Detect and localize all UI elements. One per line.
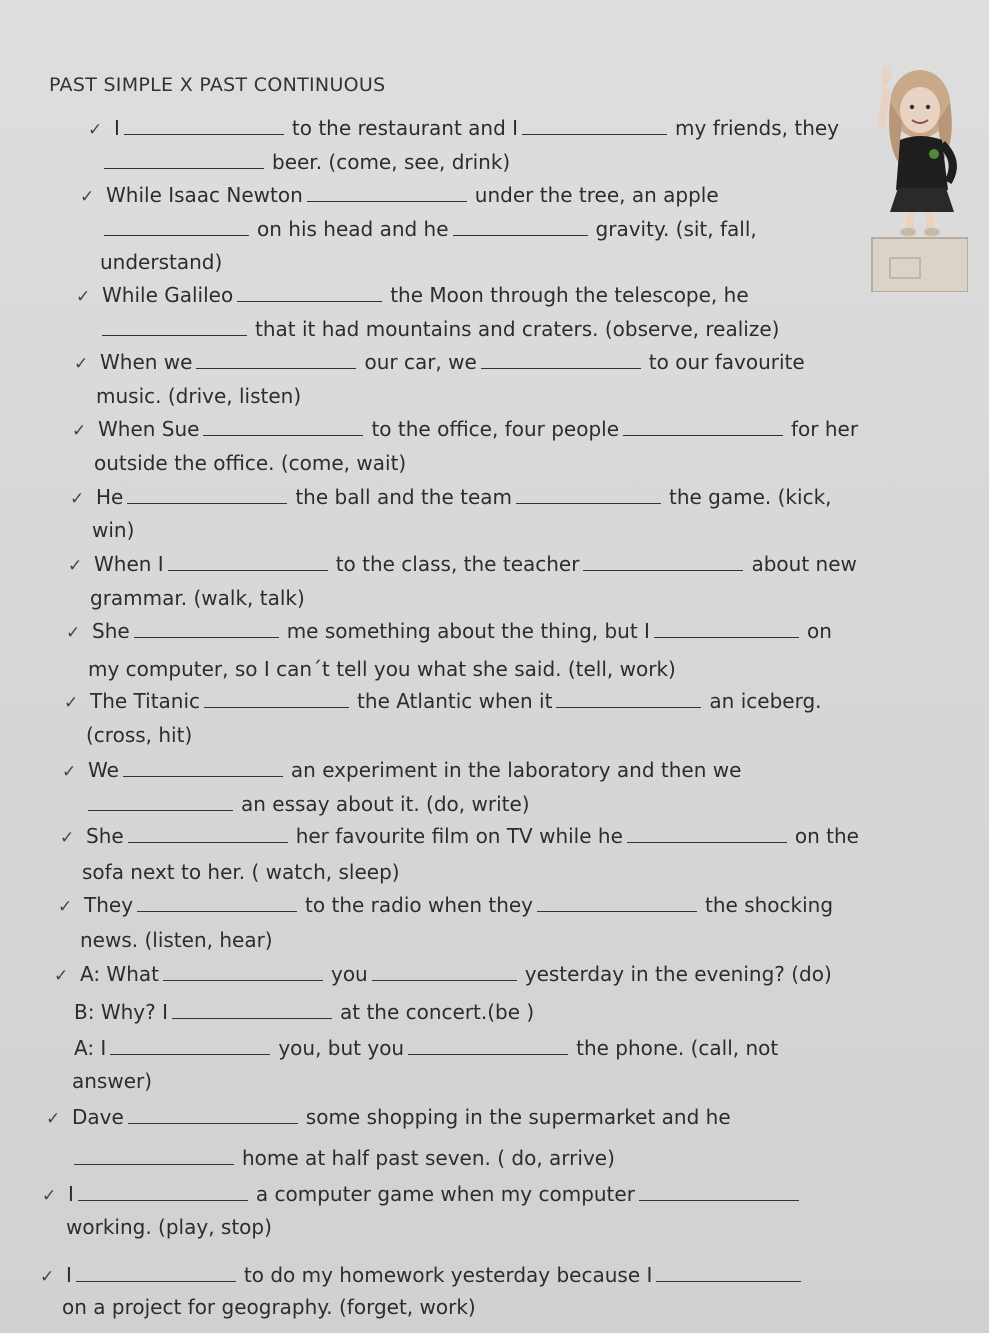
exercise-line: ✓ He the ball and the team the game. (kick, [70,484,832,512]
check-icon: ✓ [66,623,81,643]
answer-blank[interactable] [623,417,783,436]
answer-blank[interactable] [104,217,249,236]
exercise-line: B: Why? I at the concert.(be ) [74,1000,535,1024]
answer-blank[interactable] [204,689,349,708]
answer-blank[interactable] [123,758,283,777]
answer-blank[interactable] [196,350,356,369]
answer-blank[interactable] [307,183,467,202]
answer-blank[interactable] [76,1263,236,1282]
answer-blank[interactable] [656,1263,801,1282]
worksheet-title: PAST SIMPLE X PAST CONTINUOUS [49,74,386,96]
answer-blank[interactable] [372,962,517,981]
exercise-line: on his head and he gravity. (sit, fall, [100,216,757,242]
exercise-line: working. (play, stop) [66,1215,272,1239]
exercise-line: (cross, hit) [86,723,193,747]
answer-blank[interactable] [522,116,667,135]
check-icon: ✓ [74,354,89,374]
exercise-line: home at half past seven. ( do, arrive) [70,1145,615,1171]
exercise-line: ✓ We an experiment in the laboratory and then we [62,757,741,785]
exercise-line: on a project for geography. (forget, work) [62,1295,476,1319]
exercise-line: my computer, so I can´t tell you what she said. (tell, work) [88,657,676,681]
answer-blank[interactable] [124,116,284,135]
exercise-line: that it had mountains and craters. (observe, realize) [98,316,779,342]
exercise-line: ✓ I a computer game when my computer [42,1181,807,1209]
answer-blank[interactable] [104,150,264,169]
answer-blank[interactable] [537,893,697,912]
exercise-line: win) [92,518,135,542]
check-icon: ✓ [46,1109,61,1129]
exercise-line: grammar. (walk, talk) [90,586,305,610]
exercise-line: understand) [100,250,223,274]
exercise-line: ✓ A: What you yesterday in the evening? (do) [54,961,832,989]
check-icon: ✓ [62,762,77,782]
answer-blank[interactable] [453,217,588,236]
exercise-line: ✓ The Titanic the Atlantic when it an iceberg. [64,688,822,716]
exercise-line: ✓ While Isaac Newton under the tree, an apple [80,182,719,210]
answer-blank[interactable] [627,824,787,843]
answer-blank[interactable] [137,893,297,912]
exercise-line: beer. (come, see, drink) [100,149,510,175]
exercise-line: A: I you, but you the phone. (call, not [74,1036,779,1060]
answer-blank[interactable] [110,1036,270,1055]
check-icon: ✓ [60,828,75,848]
answer-blank[interactable] [134,619,279,638]
answer-blank[interactable] [74,1146,234,1165]
answer-blank[interactable] [163,962,323,981]
answer-blank[interactable] [78,1182,248,1201]
exercise-line: an essay about it. (do, write) [84,791,530,817]
exercise-line: ✓ I to do my homework yesterday because I [40,1262,809,1290]
check-icon: ✓ [54,966,69,986]
answer-blank[interactable] [127,485,287,504]
exercise-line: ✓ Dave some shopping in the supermarket and he [46,1104,731,1132]
check-icon: ✓ [64,693,79,713]
answer-blank[interactable] [654,619,799,638]
exercise-line: ✓ When Sue to the office, four people for her [72,416,858,444]
answer-blank[interactable] [481,350,641,369]
check-icon: ✓ [58,897,73,917]
answer-blank[interactable] [583,552,743,571]
exercise-line: news. (listen, hear) [80,928,273,952]
exercise-line: ✓ She her favourite film on TV while he on the [60,823,859,851]
exercise-line: ✓ She me something about the thing, but I on [66,618,832,646]
answer-blank[interactable] [408,1036,568,1055]
check-icon: ✓ [88,120,103,140]
answer-blank[interactable] [128,824,288,843]
check-icon: ✓ [72,421,87,441]
check-icon: ✓ [40,1267,55,1287]
check-icon: ✓ [76,287,91,307]
check-icon: ✓ [68,556,83,576]
exercise-line: sofa next to her. ( watch, sleep) [82,860,400,884]
answer-blank[interactable] [102,317,247,336]
exercise-line: ✓ I to the restaurant and I my friends, they [88,115,839,143]
answer-blank[interactable] [172,1000,332,1019]
answer-blank[interactable] [639,1182,799,1201]
exercise-line: answer) [72,1069,153,1093]
bitmoji-girl-avatar-icon [868,62,968,292]
answer-blank[interactable] [128,1105,298,1124]
answer-blank[interactable] [237,283,382,302]
exercise-line: ✓ When we our car, we to our favourite [74,349,805,377]
exercise-line: ✓ When I to the class, the teacher about new [68,551,857,579]
answer-blank[interactable] [556,689,701,708]
check-icon: ✓ [42,1186,57,1206]
exercise-line: ✓ While Galileo the Moon through the telescope, he [76,282,749,310]
answer-blank[interactable] [203,417,363,436]
answer-blank[interactable] [168,552,328,571]
exercise-line: music. (drive, listen) [96,384,302,408]
answer-blank[interactable] [516,485,661,504]
check-icon: ✓ [80,187,95,207]
exercise-line: outside the office. (come, wait) [94,451,407,475]
answer-blank[interactable] [88,792,233,811]
exercise-line: ✓ They to the radio when they the shocking [58,892,833,920]
check-icon: ✓ [70,489,85,509]
